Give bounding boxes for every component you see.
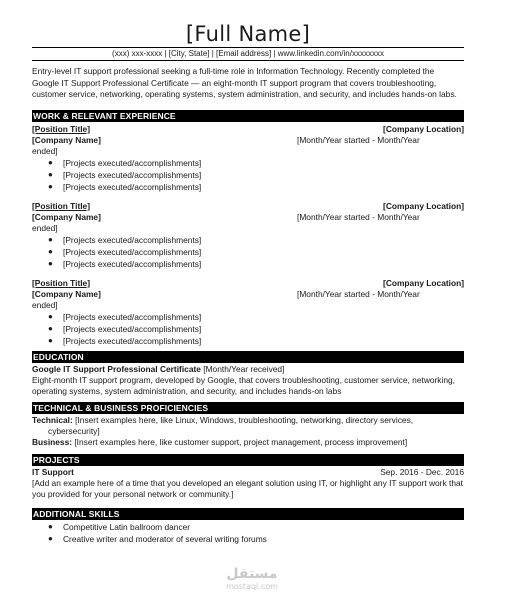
job-company: [Company Name] — [32, 211, 101, 222]
job-dates-cont: ended] — [32, 145, 58, 156]
bullet-icon: ● — [48, 335, 53, 345]
job-location: [Company Location] — [383, 277, 464, 288]
bullet-icon: ● — [48, 169, 53, 179]
job-dates: [Month/Year started - Month/Year — [297, 211, 420, 222]
list-item: ● [Projects executed/accomplishments] — [48, 311, 202, 322]
list-item: ● [Projects executed/accomplishments] — [48, 335, 202, 346]
bullet-icon: ● — [48, 533, 53, 543]
project-description: [Add an example here of a time that you developed an elegant solution using IT, or highlight any IT support work that you provided for your personal network or community.] — [32, 477, 463, 499]
job-title: [Position Title] — [32, 277, 91, 288]
job-bullets — [32, 157, 464, 193]
job-dates-cont: ended] — [32, 222, 58, 233]
list-item: ● [Projects executed/accomplishments] — [48, 169, 202, 180]
job-dates: [Month/Year started - Month/Year — [297, 288, 420, 299]
job-dates: [Month/Year started - Month/Year — [297, 134, 420, 145]
job-title: [Position Title] — [32, 200, 91, 211]
education-heading: EDUCATION — [32, 351, 464, 363]
job-location: [Company Location] — [383, 200, 464, 211]
technical-text: [Insert examples here, like Linux, Windows, troubleshooting, networking, directory services, — [72, 414, 414, 425]
bullet-icon: ● — [48, 234, 53, 244]
list-item: ● [Projects executed/accomplishments] — [48, 157, 202, 168]
watermark-latin: mostaql.com — [226, 582, 278, 591]
bullet-icon: ● — [48, 323, 53, 333]
job-location: [Company Location] — [383, 123, 464, 134]
additional-skills-heading: ADDITIONAL SKILLS — [32, 508, 464, 520]
business-skills — [32, 437, 464, 448]
list-item: ● [Projects executed/accomplishments] — [48, 323, 202, 334]
job-bullets — [32, 311, 464, 347]
project-name: IT Support — [32, 466, 74, 477]
full-name: [Full Name] — [185, 22, 311, 46]
job-company: [Company Name] — [32, 288, 101, 299]
list-item: ● [Projects executed/accomplishments] — [48, 258, 202, 269]
education-cert: Google IT Support Professional Certificate — [32, 363, 201, 374]
business-text: [Insert examples here, like customer support, project management, process improvement] — [72, 436, 408, 447]
projects-heading: PROJECTS — [32, 454, 464, 466]
list-item: ● Competitive Latin ballroom dancer — [48, 521, 191, 532]
bullet-icon: ● — [48, 258, 53, 268]
job-entry — [32, 278, 464, 347]
experience-heading: WORK & RELEVANT EXPERIENCE — [32, 110, 464, 122]
job-entry — [32, 124, 464, 193]
watermark-arabic: مستقل — [226, 566, 278, 582]
resume-page — [32, 0, 464, 545]
education-description: Eight-month IT support program, developed by Google, that covers troubleshooting, customer service, networking, operating systems, system administration, and security, and includes hands-on labs — [32, 374, 456, 396]
education-cert-line — [32, 364, 464, 375]
bullet-icon: ● — [48, 157, 53, 167]
education-date: [Month/Year received] — [200, 363, 285, 374]
bullet-icon: ● — [48, 246, 53, 256]
technical-skills — [32, 415, 464, 426]
bullet-icon: ● — [48, 311, 53, 321]
technical-label: Technical: — [32, 414, 73, 425]
list-item: ● [Projects executed/accomplishments] — [48, 234, 202, 245]
bullet-icon: ● — [48, 181, 53, 191]
watermark-logo — [222, 566, 282, 591]
summary: Entry-level IT support professional seeking a full-time role in Information Technology. Recently completed the Google IT Support Professional Certificate — an eight-month IT support program that covers troubleshooting, customer service, networking, operating systems, system administration, and security, and includes hands-on labs. — [32, 66, 457, 99]
job-dates-cont: ended] — [32, 299, 58, 310]
job-title: [Position Title] — [32, 123, 91, 134]
job-bullets — [32, 234, 464, 270]
additional-skills-list — [32, 521, 464, 545]
proficiencies-heading: TECHNICAL & BUSINESS PROFICIENCIES — [32, 402, 464, 414]
business-label: Business: — [32, 436, 73, 447]
project-dates: Sep. 2016 - Dec. 2016 — [380, 466, 464, 477]
list-item: ● [Projects executed/accomplishments] — [48, 246, 202, 257]
contact-line: (xxx) xxx-xxxx | [City, State] | [Email address] | www.linkedin.com/in/xxxxxxxx — [32, 47, 464, 61]
technical-text-cont: cybersecurity] — [48, 425, 100, 436]
list-item: ● Creative writer and moderator of several writing forums — [48, 533, 267, 544]
job-company: [Company Name] — [32, 134, 101, 145]
job-entry — [32, 201, 464, 270]
bullet-icon: ● — [48, 521, 53, 531]
list-item: ● [Projects executed/accomplishments] — [48, 181, 202, 192]
